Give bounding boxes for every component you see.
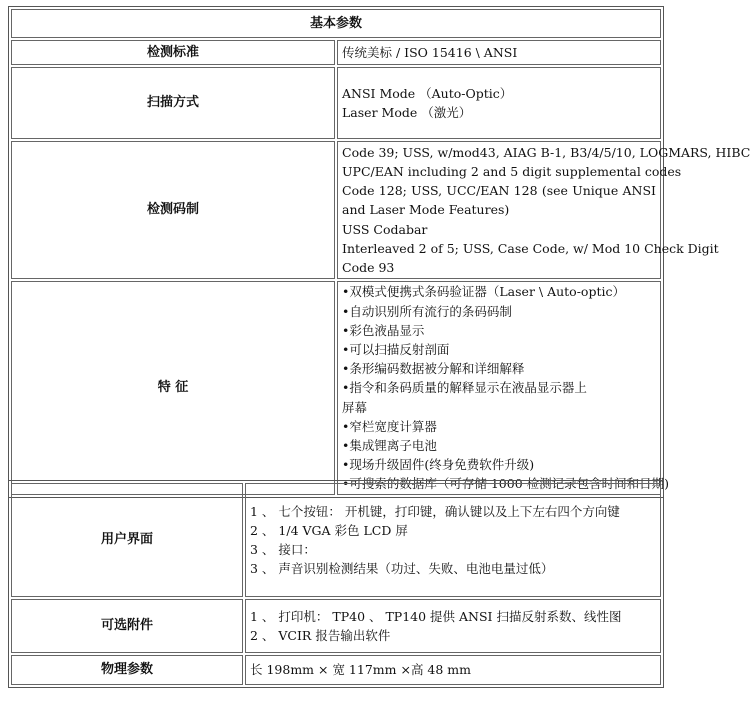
feature-line: •集成锂离子电池 — [342, 438, 437, 453]
value-line: 长 198mm × 宽 117mm ×高 48 mm — [250, 662, 472, 678]
feature-line: •可搜索的数据库（可存储 1000 检测记录包含时间和日期) — [342, 476, 670, 492]
feature-line: •现场升级固件(终身免费软件升级) — [342, 457, 535, 473]
row-label-accessories: 可选附件 — [11, 599, 243, 653]
value-line: 2 、 1/4 VGA 彩色 LCD 屏 — [250, 522, 408, 538]
row-value-physical — [245, 655, 661, 685]
value-line: 1 、 打印机： TP40 、 TP140 提供 ANSI 扫描反射系数、线性图 — [250, 608, 622, 624]
row-label-physical: 物理参数 — [11, 655, 243, 685]
row-value-symbologies — [337, 141, 750, 279]
feature-line: •窄栏宽度计算器 — [342, 418, 437, 434]
value-line: UPC/EAN including 2 and 5 digit supplemental codes — [342, 163, 682, 179]
value-line: 3 、 接口： — [250, 542, 316, 557]
value-line: 2 、 VCIR 报告输出软件 — [250, 628, 391, 643]
row-label-standard: 检测标准 — [11, 40, 335, 65]
row-value-user-interface — [245, 483, 661, 597]
row-label-symbologies: 检测码制 — [11, 141, 335, 279]
row-value-scan-mode — [337, 67, 661, 139]
feature-line: •条形编码数据被分解和详细解释 — [342, 361, 525, 377]
row-label-user-interface: 用户界面 — [11, 483, 243, 597]
basic-parameters-table — [8, 6, 750, 498]
value-line: 3 、 声音识别检测结果（功过、失败、电池电量过低） — [250, 561, 554, 577]
feature-line: 屏幕 — [342, 399, 368, 415]
value-line: Code 93 — [342, 260, 395, 275]
value-line: 传统美标 / ISO 15416 \ ANSI — [342, 44, 518, 60]
value-line: ANSI Mode （Auto-Optic） — [342, 85, 513, 101]
value-line: 1 、 七个按钮： 开机键，打印键，确认键以及上下左右四个方向键 — [250, 503, 620, 519]
row-value-accessories — [245, 599, 661, 653]
interface-parameters-table — [8, 480, 664, 688]
feature-line: •指令和条码质量的解释显示在液晶显示器上 — [342, 380, 587, 396]
value-line: Interleaved 2 of 5; USS, Case Code, w/ Mod 10 Check Digit — [342, 240, 719, 256]
table-title: 基本参数 — [11, 9, 661, 38]
row-value-features — [337, 281, 670, 495]
row-value-standard — [337, 40, 661, 65]
feature-line: •彩色液晶显示 — [342, 322, 425, 338]
value-line: Laser Mode （激光） — [342, 105, 472, 120]
value-line: USS Codabar — [342, 221, 428, 237]
feature-line: •自动识别所有流行的条码码制 — [342, 303, 512, 319]
row-label-scan-mode: 扫描方式 — [11, 67, 335, 139]
row-label-features: 特 征 — [11, 281, 335, 495]
value-line: Code 39; USS, w/mod43, AIAG B-1, B3/4/5/10, LOGMARS, HIBC — [342, 144, 750, 160]
feature-line: •双模式便携式条码验证器（Laser \ Auto-optic） — [342, 284, 625, 300]
value-line: Code 128; USS, UCC/EAN 128 (see Unique ANSI and Laser Mode Features) — [342, 183, 656, 218]
feature-line: •可以扫描反射剖面 — [342, 341, 450, 357]
